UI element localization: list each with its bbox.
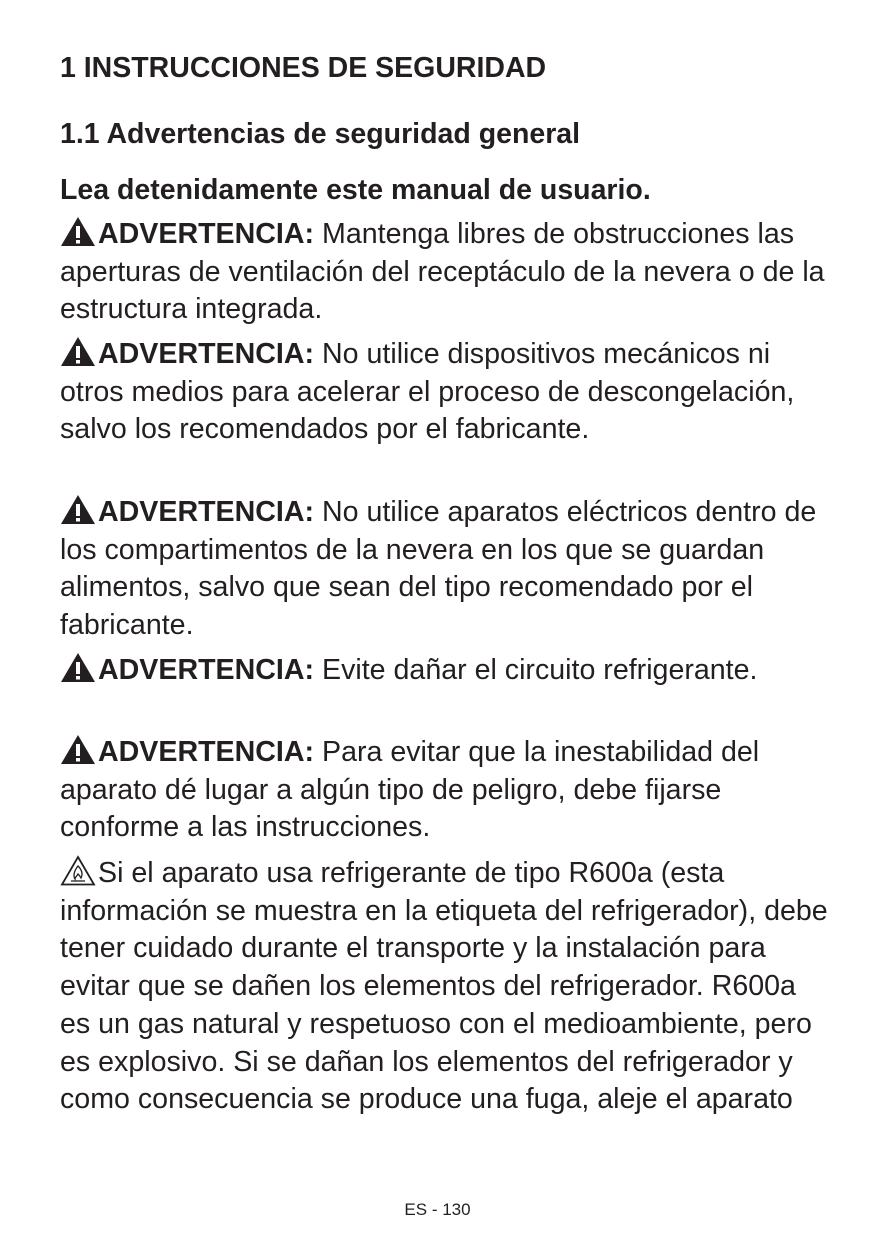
page-number: ES - 130 [404, 1200, 471, 1219]
warning-paragraph [60, 734, 830, 847]
section-title: 1 INSTRUCCIONES DE SEGURIDAD [60, 52, 547, 84]
warning-label: ADVERTENCIA: [98, 218, 315, 250]
flammable-note [60, 855, 830, 1119]
warning-text: Evite dañar el circuito refrigerante. [322, 654, 758, 686]
warning-icon [60, 494, 96, 525]
warning-icon [60, 734, 96, 765]
warning-text: No utilice dispositivos mecánicos ni otros medios para acelerar el proceso de descongelación, salvo los recomendados por el fabricante. [60, 338, 795, 446]
warning-label: ADVERTENCIA: [98, 736, 315, 768]
warning-paragraph [60, 336, 830, 449]
lead-text: Lea detenidamente este manual de usuario. [60, 174, 651, 206]
warning-paragraph [60, 216, 830, 329]
warning-paragraph [60, 652, 830, 690]
warning-icon [60, 652, 96, 683]
subsection-title: 1.1 Advertencias de seguridad general [60, 118, 581, 150]
warning-label: ADVERTENCIA: [98, 338, 315, 370]
flammable-note-text: Si el aparato usa refrigerante de tipo R600a (esta información se muestra en la etiqueta del refrigerador), debe tener cuidado durante el transporte y la instalación para evitar que se dañen los elementos del refrigerador. R600a es un gas natural y respetuoso con el medioambiente, pero es explosivo. Si se dañan los elementos del refrigerador y como consecuencia se produce una fuga, aleje el aparato [60, 857, 828, 1116]
warning-icon [60, 216, 96, 247]
warning-text: Mantenga libres de obstrucciones las aperturas de ventilación del receptáculo de la nevera o de la estructura integrada. [60, 218, 825, 326]
flammable-warning-icon [60, 855, 96, 886]
warning-paragraph [60, 494, 830, 645]
warning-text: Para evitar que la inestabilidad del aparato dé lugar a algún tipo de peligro, debe fijarse conforme a las instrucciones. [60, 736, 760, 844]
warning-label: ADVERTENCIA: [98, 496, 315, 528]
warning-icon [60, 336, 96, 367]
warning-label: ADVERTENCIA: [98, 654, 315, 686]
warning-text: No utilice aparatos eléctricos dentro de los compartimentos de la nevera en los que se guardan alimentos, salvo que sean del tipo recomendado por el fabricante. [60, 496, 817, 642]
